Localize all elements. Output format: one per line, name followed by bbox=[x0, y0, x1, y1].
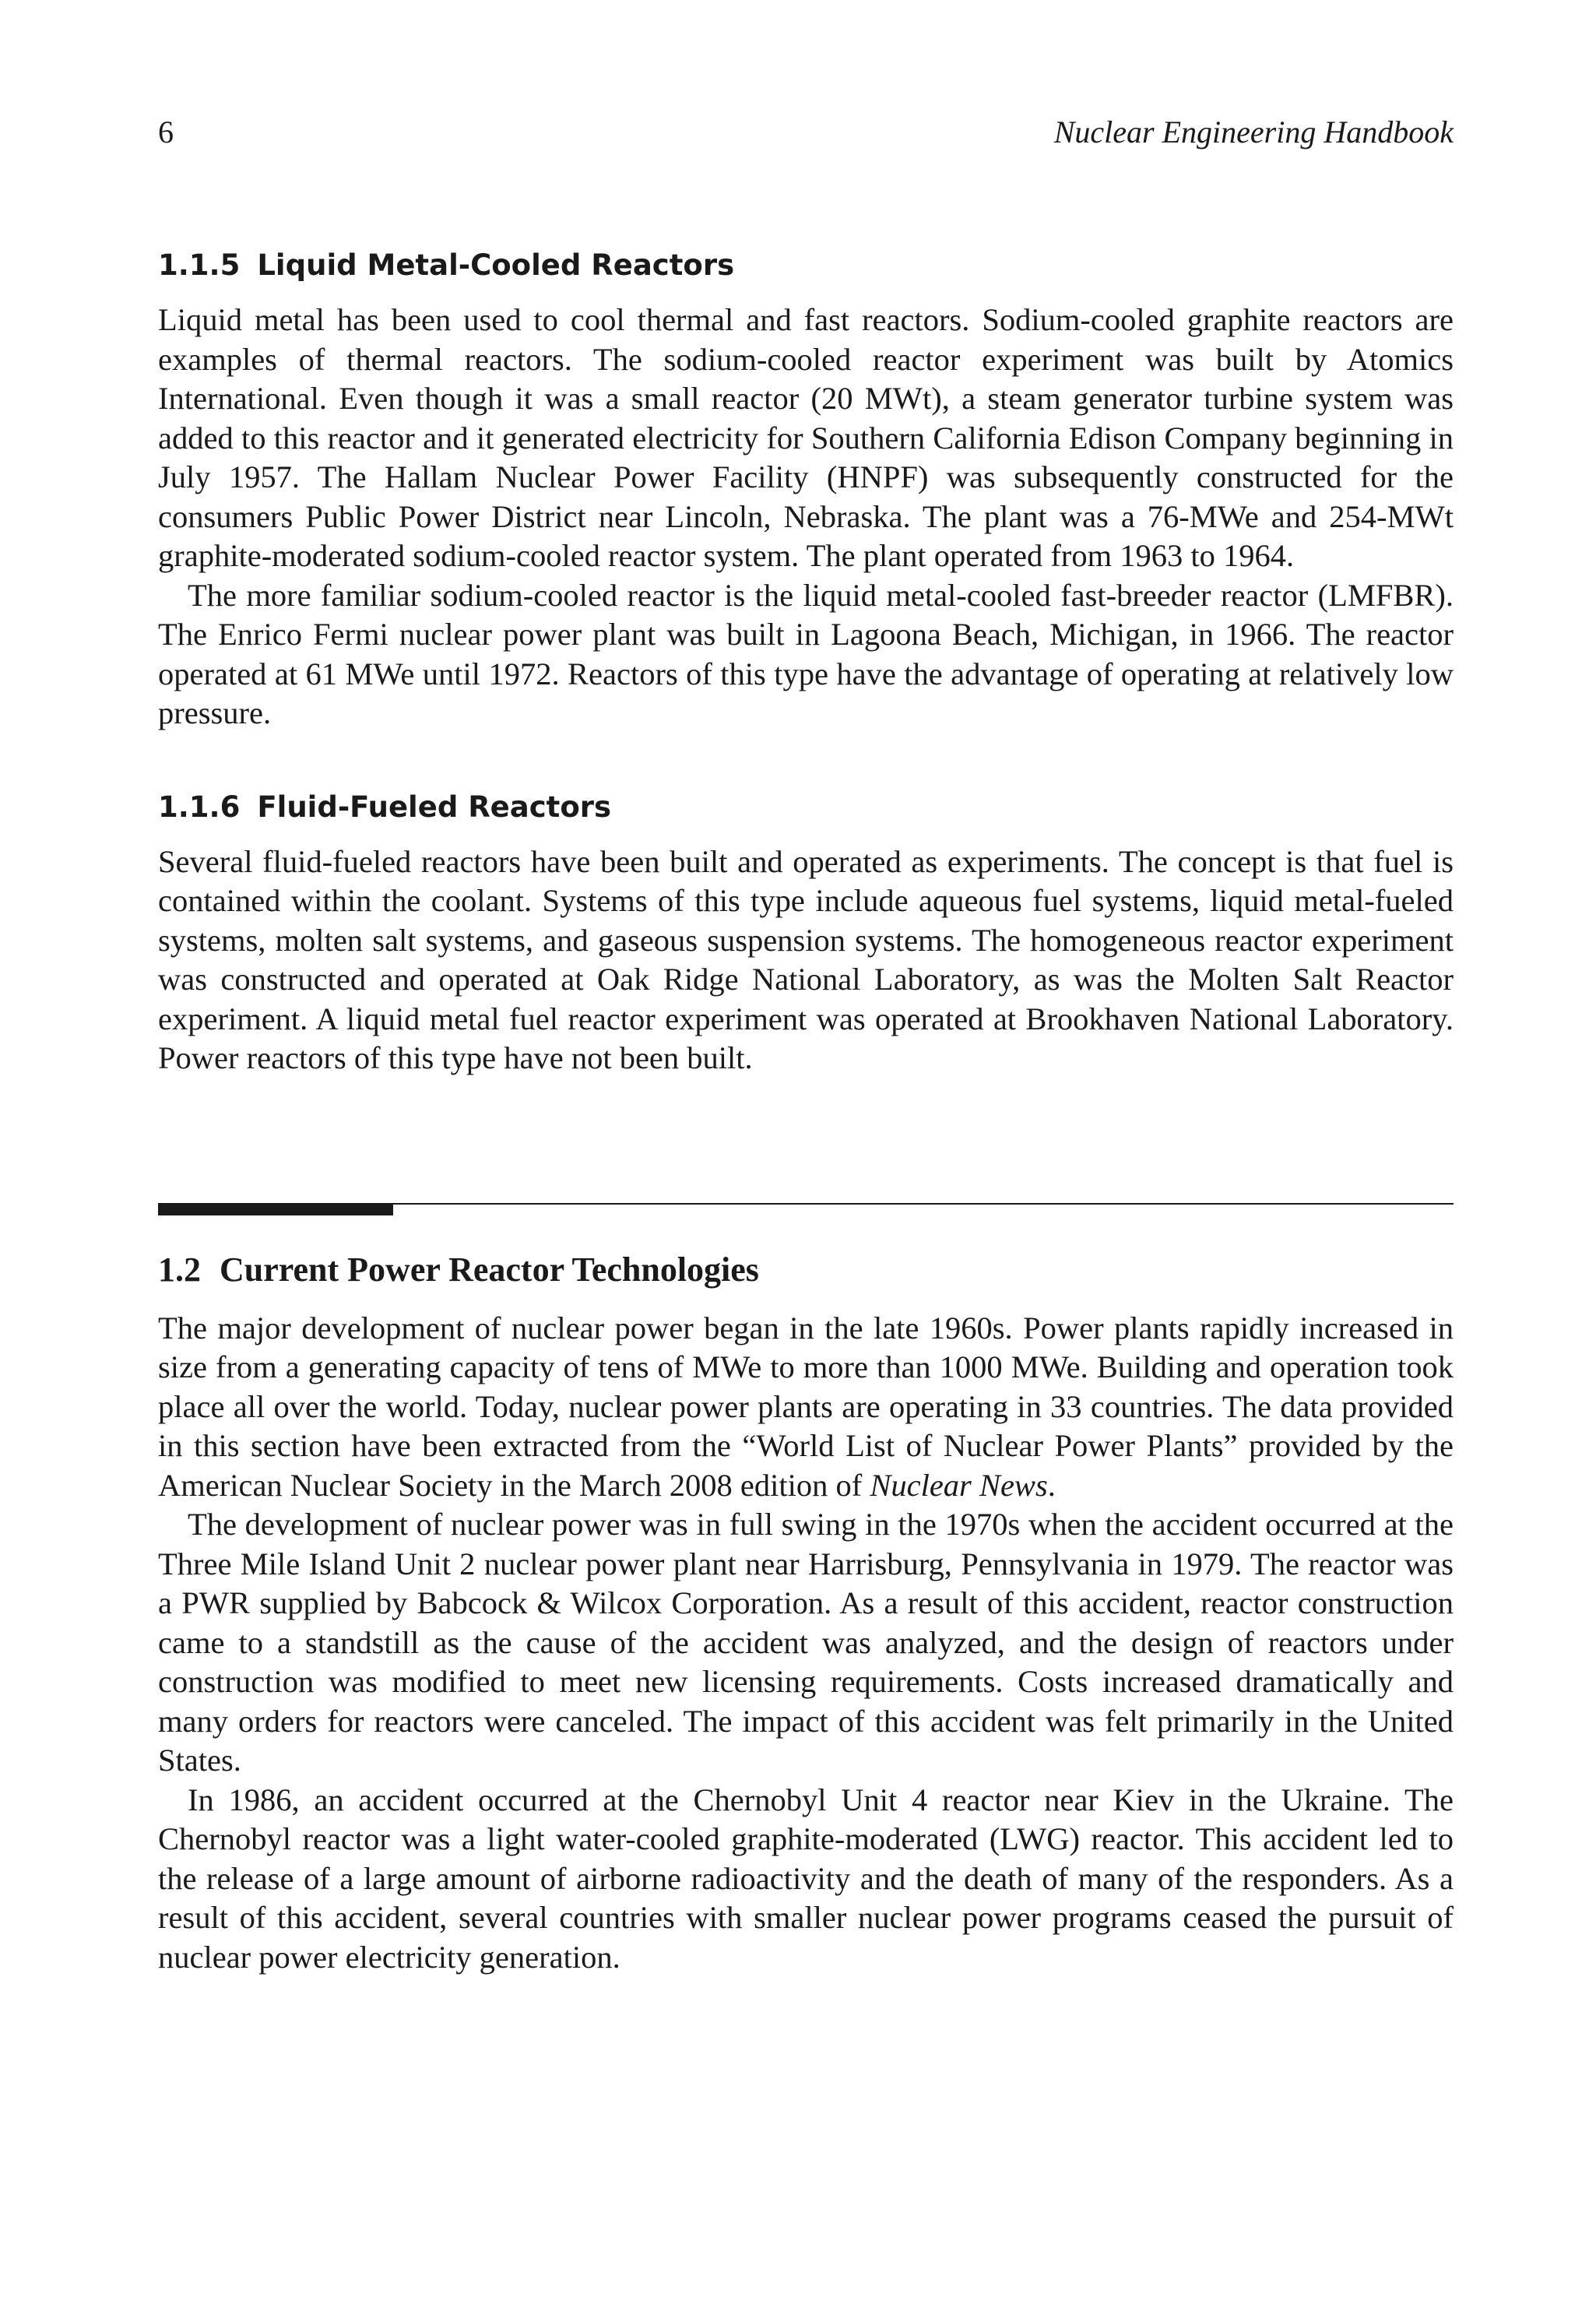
publication-title: Nuclear News bbox=[870, 1467, 1048, 1503]
section-divider bbox=[158, 1203, 1454, 1215]
paragraph bbox=[158, 1309, 1454, 1506]
subsection-number: 1.1.5 bbox=[158, 248, 241, 282]
paragraph: In 1986, an accident occurred at the Chernobyl Unit 4 reactor near Kiev in the Ukraine. The Chernobyl reactor was a light water-cooled graphite-moderated (LWG) reactor. This accident led to the release of a large amount of airborne radioactivity and the death of many of the responders. As a result of this accident, several countries with smaller nuclear power programs ceased the pursuit of nuclear power electricity generation. bbox=[158, 1782, 1454, 1975]
book-page bbox=[158, 109, 1454, 1977]
book-title: Nuclear Engineering Handbook bbox=[1053, 114, 1454, 149]
paragraph: Several fluid-fueled reactors have been built and operated as experiments. The concept is that fuel is contained within the coolant. Systems of this type include aqueous fuel systems, liquid metal-fueled systems, molten salt systems, and gaseous suspension systems. The homogeneous reactor experiment was constructed and operated at Oak Ridge National Laboratory, as was the Molten Salt Reactor experiment. A liquid metal fuel reactor experiment was operated at Brookhaven National Laboratory. Power reactors of this type have not been built. bbox=[158, 843, 1454, 1075]
subsection-title: Fluid-Fueled Reactors bbox=[257, 790, 612, 824]
running-head bbox=[158, 109, 1454, 156]
section-title: Current Power Reactor Technologies bbox=[220, 1250, 759, 1289]
section-heading-current-power-reactors bbox=[158, 1248, 1454, 1292]
paragraph: Liquid metal has been used to cool thermal and fast reactors. Sodium-cooled graphite reactors are examples of thermal reactors. The sodium-cooled reactor experiment was built by Atomics International. Even though it was a small reactor (20 MWt), a steam generator turbine system was added to this reactor and it generated electricity for Southern California Edison Company beginning in July 1957. The Hallam Nuclear Power Facility (HNPF) was subsequently constructed for the consumers Public Power District near Lincoln, Nebraska. The plant was a 76-MWe and 254-MWt graphite-moderated sodium-cooled reactor system. The plant operated from 1963 to 1964. bbox=[158, 302, 1454, 573]
paragraph-text: The major development of nuclear power began in the late 1960s. Power plants rapidly increased in size from a generating capacity of tens of MWe to more than 1000 MWe. Building and operation took place all over the world. Today, nuclear power plants are operating in 33 countries. The data provided in this section have been extracted from the “World List of Nuclear Power Plants” provided by the American Nuclear Society in the March 2008 edition of bbox=[158, 1310, 1454, 1503]
page-number: 6 bbox=[158, 114, 174, 149]
subsection-number: 1.1.6 bbox=[158, 790, 241, 824]
subsection-heading-fluid-fueled bbox=[158, 788, 1454, 827]
paragraph: The development of nuclear power was in full swing in the 1970s when the accident occurred at the Three Mile Island Unit 2 nuclear power plant near Harrisburg, Pennsylvania in 1979. The reactor was a PWR supplied by Babcock & Wilcox Corporation. As a result of this accident, reactor construction came to a standstill as the cause of the accident was analyzed, and the design of reactors under construction was modified to meet new licensing requirements. Costs increased dramatically and many orders for reactors were canceled. The impact of this accident was felt primarily in the United States. bbox=[158, 1507, 1454, 1778]
section-number: 1.2 bbox=[158, 1250, 201, 1289]
subsection-title: Liquid Metal-Cooled Reactors bbox=[257, 248, 735, 282]
divider-thick-bar bbox=[158, 1203, 393, 1215]
paragraph-end: . bbox=[1047, 1467, 1056, 1503]
subsection-heading-liquid-metal bbox=[158, 246, 1454, 285]
paragraph: The more familiar sodium-cooled reactor is the liquid metal-cooled fast-breeder reactor (LMFBR). The Enrico Fermi nuclear power plant was built in Lagoona Beach, Michigan, in 1966. The reactor operated at 61 MWe until 1972. Reactors of this type have the advantage of operating at relatively low pressure. bbox=[158, 577, 1454, 730]
